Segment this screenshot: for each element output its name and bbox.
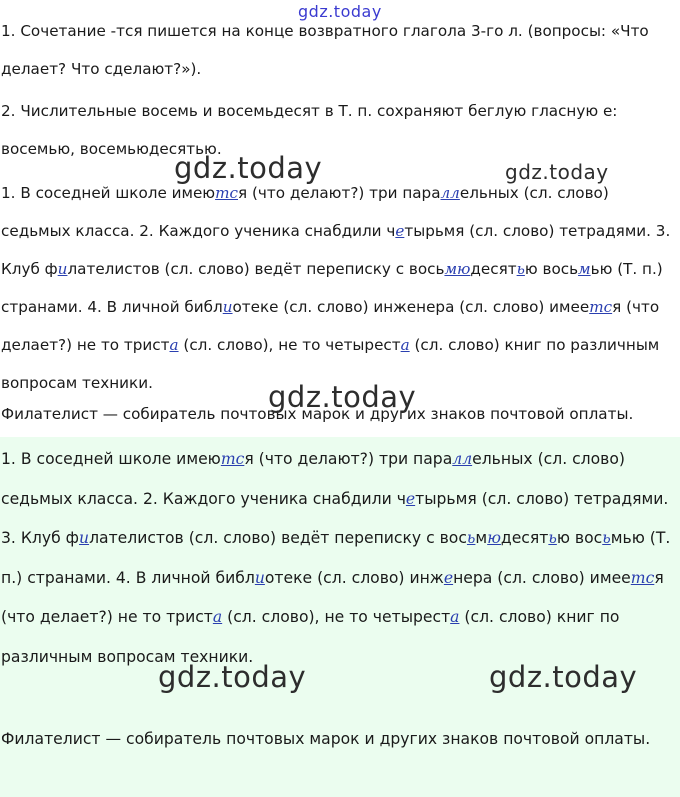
definition: Филателист — собиратель почтовых марок и других знаков почтовой оплаты. xyxy=(1,405,634,423)
text-segment: (сл. слово), не то четырест xyxy=(222,608,451,626)
text-segment: тырьмя (сл. слово) тетрадями. 3. Клуб ф xyxy=(1,489,669,547)
watermark: gdz.today xyxy=(174,151,323,185)
watermark: gdz.today xyxy=(268,380,417,414)
highlight: лл xyxy=(452,450,473,468)
text-segment: тырьмя (сл. слово) тетрадями. 3. Клуб ф xyxy=(1,222,671,278)
exercise-text xyxy=(1,174,680,402)
text-segment: (сл. слово) книг по различным вопросам техники. xyxy=(1,336,660,392)
highlight: ю xyxy=(457,260,471,278)
highlight: лл xyxy=(440,184,460,202)
text-segment: м xyxy=(475,529,488,547)
highlight: и xyxy=(57,260,68,278)
text-segment: отеке (сл. слово) инженера (сл. слово) имее xyxy=(232,298,590,316)
text-segment: 1. В соседней школе имею xyxy=(1,450,221,468)
highlight: а xyxy=(212,608,223,626)
text-segment: я (что делают?) три пара xyxy=(238,184,441,202)
text-segment: ю вось xyxy=(524,260,579,278)
watermark: gdz.today xyxy=(489,660,638,694)
highlight: ь xyxy=(516,260,525,278)
highlight: тс xyxy=(589,298,613,316)
highlight: м xyxy=(578,260,591,278)
text-segment: ью (Т. п.) странами. 4. В личной библ xyxy=(1,260,663,316)
highlight: ь xyxy=(602,529,611,547)
highlight: а xyxy=(450,608,460,626)
text-segment: лателистов (сл. слово) ведёт переписку с вос xyxy=(89,529,467,547)
text-segment: я (что делает?) не то трист xyxy=(1,568,664,626)
highlight: а xyxy=(400,336,410,354)
text-segment: 1. В соседней школе имею xyxy=(1,184,216,202)
answer-definition: Филателист — собиратель почтовых марок и других знаков почтовой оплаты. xyxy=(1,730,651,748)
highlight: а xyxy=(169,336,179,354)
watermark: gdz.today xyxy=(505,160,609,184)
text-segment: я (что делает?) не то трист xyxy=(1,298,660,354)
highlight: тс xyxy=(215,184,238,202)
highlight: ю xyxy=(487,529,501,547)
highlight: м xyxy=(444,260,458,278)
text-segment: лателистов (сл. слово) ведёт переписку с вось xyxy=(67,260,445,278)
highlight: тс xyxy=(630,568,655,587)
text-segment: отеке (сл. слово) инж xyxy=(264,568,444,587)
highlight: ь xyxy=(548,529,557,547)
highlight: е xyxy=(395,222,405,240)
text-segment: (сл. слово) книг по различным вопросам техники. xyxy=(1,608,620,666)
highlight: и xyxy=(222,298,233,316)
text-segment: десят xyxy=(500,529,549,547)
highlight: и xyxy=(79,529,90,547)
text-segment: ельных (сл. слово) седьмых класса. 2. Каждого ученика снабдили ч xyxy=(1,184,609,240)
highlight: ь xyxy=(466,529,476,547)
text-segment: я (что делают?) три пара xyxy=(244,450,453,468)
watermark: gdz.today xyxy=(298,2,382,21)
text-segment: ельных (сл. слово) седьмых класса. 2. Каждого ученика снабдили ч xyxy=(1,450,626,508)
rule-1: 1. Сочетание -тся пишется на конце возвратного глагола 3-го л. (вопросы: «Что делает? Что сделают?»). xyxy=(1,22,649,78)
highlight: и xyxy=(254,568,265,587)
text-segment: нера (сл. слово) имее xyxy=(453,568,631,587)
highlight: е xyxy=(443,568,454,587)
highlight: е xyxy=(405,489,416,508)
text-segment: мью (Т. п.) странами. 4. В личной библ xyxy=(1,529,671,587)
text-segment: (сл. слово), не то четырест xyxy=(178,336,401,354)
text-segment: десят xyxy=(470,260,517,278)
watermark: gdz.today xyxy=(158,660,307,694)
rule-2: 2. Числительные восемь и восемьдесят в Т. п. сохраняют беглую гласную е: восемью, восемьюдесятью. xyxy=(1,102,618,158)
highlight: тс xyxy=(220,450,245,468)
answer-text xyxy=(1,440,680,677)
text-segment: ю вос xyxy=(556,529,603,547)
